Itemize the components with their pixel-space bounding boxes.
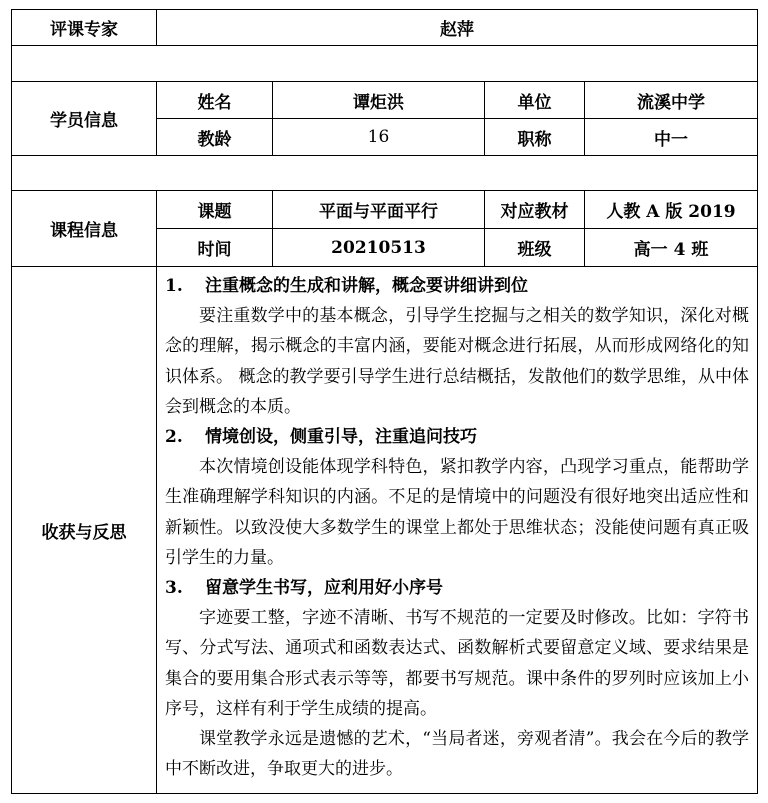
title-label: 职称 [485,119,585,156]
section-heading: 3. 留意学生书写，应利用好小序号 [165,578,443,599]
student-section-label: 学员信息 [12,82,157,156]
section-heading: 1. 注重概念的生成和讲解，概念要讲细讲到位 [165,276,528,296]
reflection-content [157,267,758,794]
title-value: 中一 [585,119,758,156]
reflection-section-3 [165,573,749,784]
spacer-row [12,156,758,191]
spacer-cell [12,46,758,82]
section-paragraph: 本次情境创设能体现学科特色，紧扣教学内容，凸现学习重点，能帮助学生准确理解学科知识的内涵。不足的是情境中的问题没有很好地突出适应性和新颖性。以致没使大多数学生的课堂上都处于思维状态；没能使问题有真正吸引学生的力量。 [165,457,749,568]
section-heading: 2. 情境创设，侧重引导，注重追问技巧 [165,427,477,448]
class-label: 班级 [485,229,585,267]
course-row-1 [12,191,758,229]
age-value: 16 [273,119,485,156]
unit-value: 流溪中学 [585,82,758,119]
reflection-section-1 [165,271,749,422]
textbook-label: 对应教材 [485,191,585,229]
student-row-1 [12,82,758,119]
section-paragraph: 要注重数学中的基本概念，引导学生挖掘与之相关的数学知识，深化对概念的理解，揭示概念的丰富内涵，要能对概念进行拓展，从而形成网络化的知识体系。 概念的教学要引导学生进行总结概括，发散他们的数学思维，从中体会到概念的本质。 [165,306,749,417]
age-label: 教龄 [157,119,273,156]
spacer-row [12,46,758,82]
topic-value: 平面与平面平行 [273,191,485,229]
name-value: 谭炬洪 [273,82,485,119]
section-paragraph: 课堂教学永远是遗憾的艺术，“当局者迷，旁观者清”。我会在今后的教学中不断改进，争取更大的进步。 [165,729,749,780]
unit-label: 单位 [485,82,585,119]
name-label: 姓名 [157,82,273,119]
topic-label: 课题 [157,191,273,229]
expert-name: 赵萍 [157,10,758,46]
reflection-row [12,267,758,794]
spacer-cell [12,156,758,191]
course-section-label: 课程信息 [12,191,157,267]
time-label: 时间 [157,229,273,267]
reflection-label: 收获与反思 [12,267,157,794]
class-value: 高一 4 班 [585,229,758,267]
expert-row [12,10,758,46]
evaluation-form-table [11,9,758,794]
expert-label: 评课专家 [12,10,157,46]
time-value: 20210513 [273,229,485,267]
reflection-section-2 [165,422,749,573]
section-paragraph: 字迹要工整，字迹不清晰、书写不规范的一定要及时修改。比如：字符书写、分式写法、通项式和函数表达式、函数解析式要留意定义域、要求结果是集合的要用集合形式表示等等，都要书写规范。课中条件的罗列时应该加上小序号，这样有利于学生成绩的提高。 [165,608,749,719]
textbook-value: 人教 A 版 2019 [585,191,758,229]
